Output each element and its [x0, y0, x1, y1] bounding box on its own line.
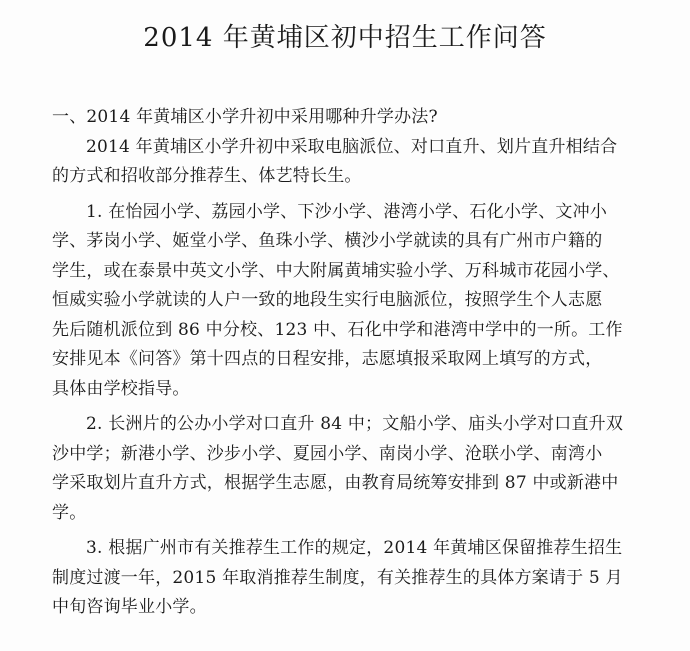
paragraph-line: 中旬咨询毕业小学。 — [52, 597, 207, 617]
paragraph-line: 2014 年黄埔区小学升初中采取电脑派位、对口直升、划片直升相结合 — [86, 136, 618, 157]
paragraph-line: 1. 在怡园小学、荔园小学、下沙小学、港湾小学、石化小学、文冲小 — [86, 201, 608, 222]
paragraph-line: 沙中学；新港小学、沙步小学、夏园小学、南岗小学、沧联小学、南湾小 — [52, 443, 603, 464]
paragraph-line: 恒威实验小学就读的人户一致的地段生实行电脑派位，按照学生个人志愿 — [52, 290, 603, 310]
paragraph-line: 安排见本《问答》第十四点的日程安排，志愿填报采取网上填写的方式， — [52, 349, 603, 369]
intro-paragraph — [52, 133, 652, 192]
paragraph-line: 先后随机派位到 86 中分校、123 中、石化中学和港湾中学中的一所。工作 — [52, 319, 623, 340]
paragraph-line: 的方式和招收部分推荐生、体艺特长生。 — [52, 166, 362, 186]
paragraph-line: 学、茅岗小学、姬堂小学、鱼珠小学、横沙小学就读的具有广州市户籍的 — [52, 231, 603, 251]
item-2-paragraph — [52, 410, 652, 528]
paragraph-line: 具体由学校指导。 — [52, 378, 190, 399]
document-body — [52, 103, 652, 623]
paragraph-line: 3. 根据广州市有关推荐生工作的规定，2014 年黄埔区保留推荐生招生 — [86, 538, 623, 558]
item-3-paragraph — [52, 534, 652, 623]
paragraph-line: 2. 长洲片的公办小学对口直升 84 中；文船小学、庙头小学对口直升双 — [86, 414, 624, 434]
item-1-paragraph — [52, 198, 652, 405]
document-title: 2014 年黄埔区初中招生工作问答 — [143, 23, 547, 53]
paragraph-line: 学。 — [52, 502, 87, 523]
paragraph-line: 学采取划片直升方式，根据学生志愿，由教育局统筹安排到 87 中或新港中 — [52, 473, 619, 493]
paragraph-line: 学生，或在泰景中英文小学、中大附属黄埔实验小学、万科城市花园小学、 — [52, 260, 620, 281]
paragraph-line: 制度过渡一年，2015 年取消推荐生制度，有关推荐生的具体方案请于 5 月 — [52, 567, 623, 588]
question-heading: 一、2014 年黄埔区小学升初中采用哪种升学办法? — [52, 107, 438, 127]
